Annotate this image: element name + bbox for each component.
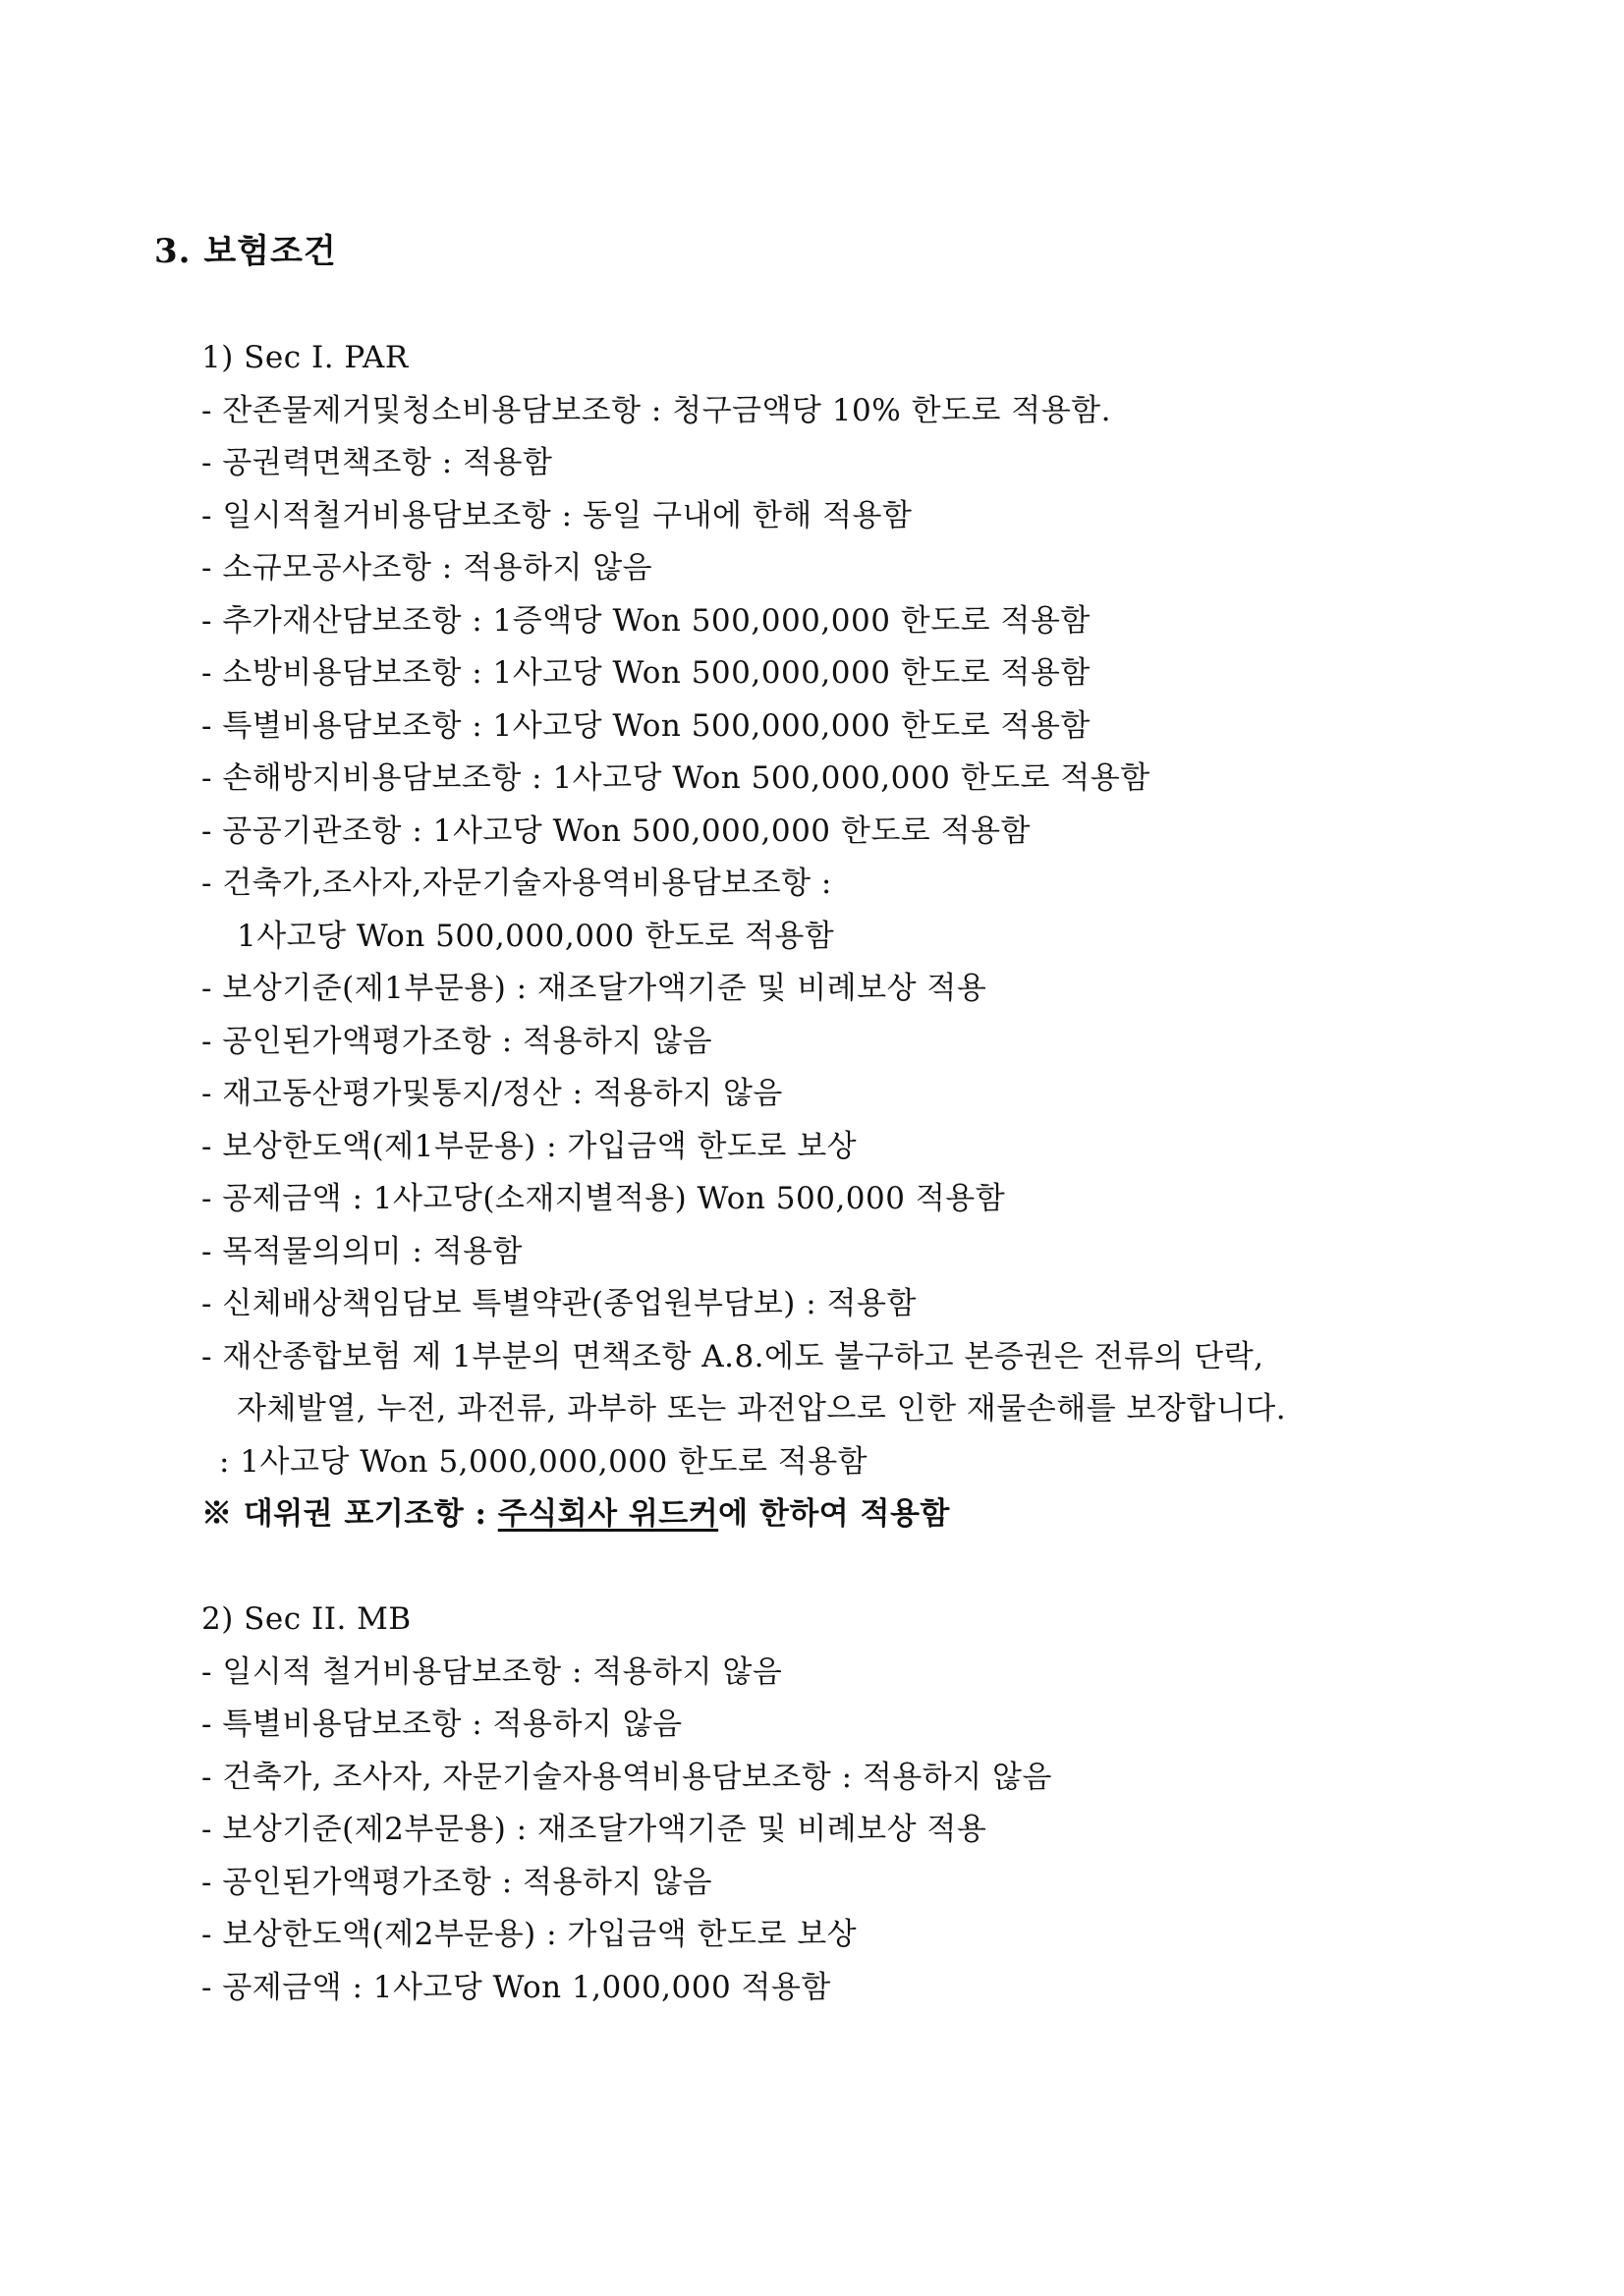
sec1-item-debris: - 잔존물제거및청소비용담보조항 : 청구금액당 10% 한도로 적용함. [201,392,1111,428]
sec2-item-agreed-value: - 공인된가액평가조항 : 적용하지 않음 [201,1864,713,1900]
sec2-item-special-expenses: - 특별비용담보조항 : 적용하지 않음 [201,1707,683,1742]
sec1-item-public-authorities: - 공공기관조항 : 1사고당 Won 500,000,000 한도로 적용함 [201,812,1031,849]
sec1-item-special-expenses: - 특별비용담보조항 : 1사고당 Won 500,000,000 한도로 적용함 [201,707,1091,744]
sec1-item-professional-fees: - 건축가,조사자,자문기술자용역비용담보조항 : [201,866,832,901]
waiver-prefix: ※ 대위권 포기조항 : [201,1496,498,1532]
sec1-item-small-works: - 소규모공사조항 : 적용하지 않음 [201,550,653,586]
sec2-item-limit-of-indemnity: - 보상한도액(제2부문용) : 가입금액 한도로 보상 [201,1917,858,1952]
sec1-item-additional-property: - 추가재산담보조항 : 1증액당 Won 500,000,000 한도로 적용함 [201,602,1091,639]
sec2-item-professional-fees: - 건축가, 조사자, 자문기술자용역비용담보조항 : 적용하지 않음 [201,1759,1052,1795]
sec1-item-electrical-cover: - 재산종합보험 제 1부분의 면책조항 A.8.에도 불구하고 본증권은 전류의 단락, [201,1338,1264,1374]
sec1-item-property-definition: - 목적물의의미 : 적용함 [201,1233,523,1269]
sec1-heading: 1) Sec I. PAR [201,340,409,375]
sec1-item-bodily-liability: - 신체배상책임담보 특별약관(종업원부담보) : 적용함 [201,1286,917,1321]
sec1-item-public-authority: - 공권력면책조항 : 적용함 [201,445,553,480]
sec1-item-stock-declaration: - 재고동산평가및통지/정산 : 적용하지 않음 [201,1076,783,1111]
sec1-item-professional-fees-cont: 1사고당 Won 500,000,000 한도로 적용함 [237,918,835,954]
sec1-item-firefighting: - 소방비용담보조항 : 1사고당 Won 500,000,000 한도로 적용함 [201,655,1091,691]
sec2-heading: 2) Sec II. MB [201,1601,412,1637]
sec1-block [201,332,1479,1541]
sec1-item-electrical-cover-cont: 자체발열, 누전, 과전류, 과부하 또는 과전압으로 인한 재물손해를 보장합니다. [237,1391,1287,1427]
sec1-item-deductible: - 공제금액 : 1사고당(소재지별적용) Won 500,000 적용함 [201,1181,1006,1216]
sec1-item-agreed-value: - 공인된가액평가조항 : 적용하지 않음 [201,1023,713,1059]
sec2-block [201,1594,1479,2014]
sec2-item-temporary-removal: - 일시적 철거비용담보조항 : 적용하지 않음 [201,1653,783,1690]
sec1-item-limit-of-indemnity: - 보상한도액(제1부문용) : 가입금액 한도로 보상 [201,1128,858,1164]
sec1-item-basis-of-settlement: - 보상기준(제1부문용) : 재조달가액기준 및 비례보상 적용 [201,971,987,1006]
sec1-item-temporary-removal: - 일시적철거비용담보조항 : 동일 구내에 한해 적용함 [201,497,913,533]
sec2-item-basis-of-settlement: - 보상기준(제2부문용) : 재조달가액기준 및 비례보상 적용 [201,1812,987,1847]
waiver-of-subrogation [201,1488,1479,1541]
waiver-company: 주식회사 위드커 [497,1496,719,1532]
section-title: 3. 보험조건 [154,232,337,271]
sec2-item-deductible: - 공제금액 : 1사고당 Won 1,000,000 적용함 [201,1969,831,2005]
sec1-item-electrical-cover-limit: : 1사고당 Won 5,000,000,000 한도로 적용함 [219,1443,868,1480]
sec1-item-loss-prevention: - 손해방지비용담보조항 : 1사고당 Won 500,000,000 한도로 적용함 [201,760,1150,796]
waiver-suffix: 에 한하여 적용함 [718,1496,950,1532]
